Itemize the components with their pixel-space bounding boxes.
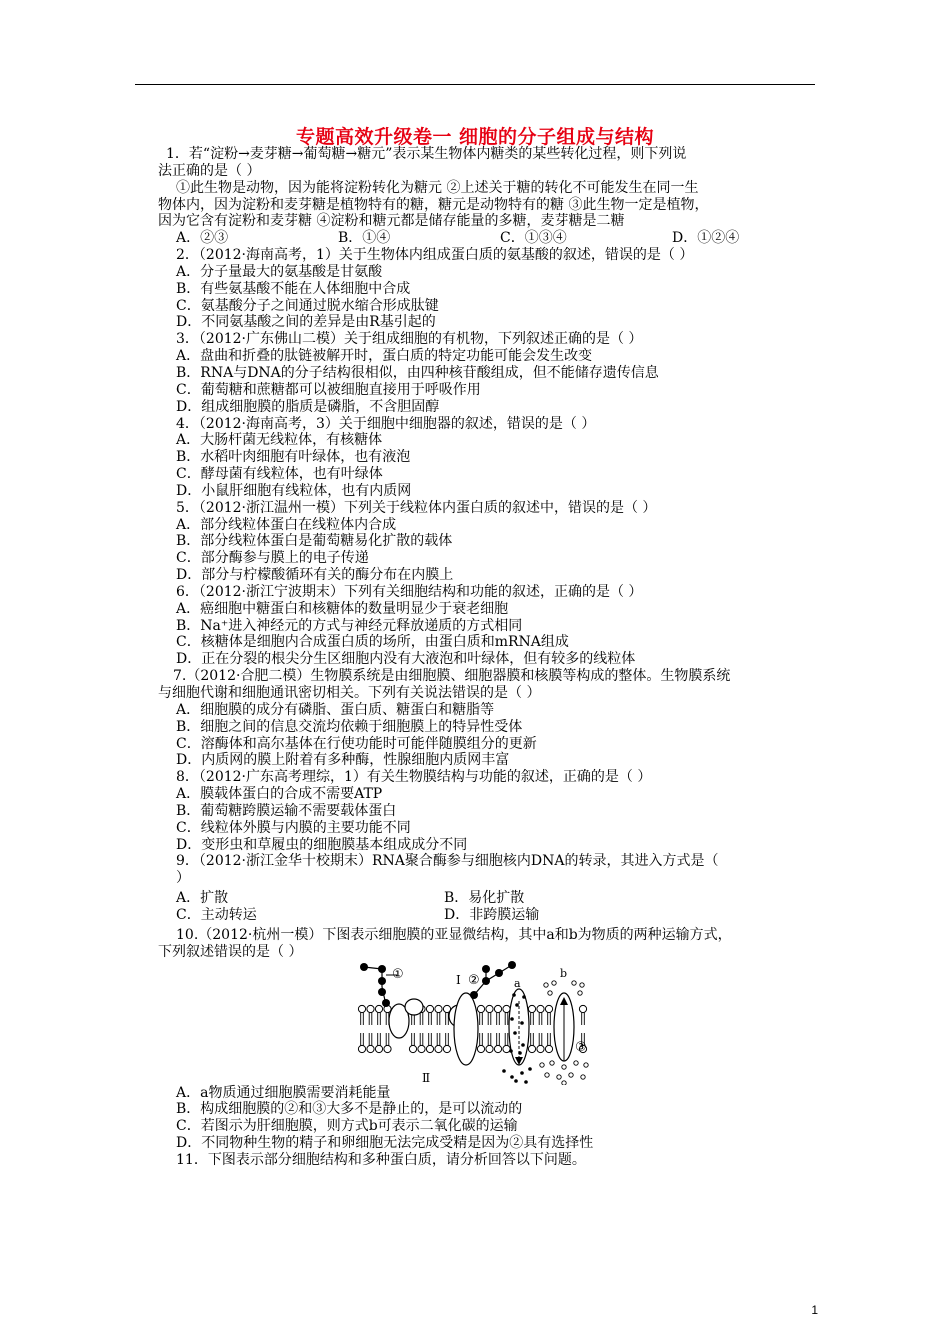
lipid-head (537, 1005, 544, 1012)
q9-options-row2 (166, 907, 826, 924)
q5-option-c: C．部分酶参与膜上的电子传递 (176, 550, 369, 567)
molecule-a (515, 1003, 519, 1007)
q2-option-b: B．有些氨基酸不能在人体细胞中合成 (176, 280, 411, 297)
q3-option-b: B．RNA与DNA的分子结构很相似，由四种核苷酸组成，但不能储存遗传信息 (176, 364, 659, 381)
molecule-a (510, 1017, 514, 1021)
q1-option-c: C．①③④ (500, 230, 567, 247)
molecule-b (544, 982, 548, 986)
document-body (158, 146, 826, 1169)
q6-option-c: C．核糖体是细胞内合成蛋白质的场所，由蛋白质和mRNA组成 (176, 634, 569, 651)
molecule-b (552, 980, 556, 984)
lipid-head (367, 1005, 374, 1012)
q10-stem-cont: 下列叙述错误的是（ ） (158, 943, 303, 960)
surface-protein (405, 999, 423, 1015)
molecule-b (584, 1062, 588, 1066)
q8-option-c: C．线粒体外膜与内膜的主要功能不同 (176, 819, 411, 836)
q4-stem: 4．（2012·海南高考，3）关于细胞中细胞器的叙述，错误的是（ ） (176, 415, 596, 432)
molecule-a (520, 1071, 524, 1075)
transmembrane-protein-2 (454, 993, 478, 1065)
lipid-head (375, 1045, 382, 1052)
lipid-head (503, 1045, 510, 1052)
lipid-head (426, 1045, 433, 1052)
q9-option-b: B．易化扩散 (444, 890, 525, 907)
molecule-a (512, 993, 516, 997)
q10-option-c: C．若图示为肝细胞膜，则方式b可表示二氧化碳的运输 (176, 1118, 518, 1135)
q1-statement: 物体内，因为淀粉和麦芽糖是植物特有的糖，糖元是动物特有的糖 ③此生物一定是植物， (158, 196, 709, 213)
q7-option-a: A．细胞膜的成分有磷脂、蛋白质、糖蛋白和糖脂等 (176, 701, 495, 718)
label-I: Ⅰ (456, 972, 461, 987)
molecule-b (569, 1072, 573, 1076)
molecule-b (540, 1062, 544, 1066)
q10-option-a: A．a物质通过细胞膜需要消耗能量 (176, 1084, 391, 1101)
label-b: b (560, 966, 568, 980)
q5-option-b: B．部分线粒体蛋白是葡萄糖易化扩散的载体 (176, 533, 453, 550)
lipid-head (435, 1045, 442, 1052)
lipid-head (503, 1005, 510, 1012)
molecule-b (580, 982, 584, 986)
q9-option-c: C．主动转运 (176, 906, 257, 923)
molecule-a (524, 1080, 528, 1084)
q6-stem: 6．（2012·浙江宁波期末）下列有关细胞结构和功能的叙述，正确的是（ ） (176, 583, 643, 600)
q2-stem: 2．（2012·海南高考，1）关于生物体内组成蛋白质的氨基酸的叙述，错误的是（ ） (176, 247, 694, 264)
molecule-a (510, 1075, 514, 1079)
lipid-head (528, 1005, 535, 1012)
label-a: a (514, 976, 521, 990)
lipid-head (443, 1045, 450, 1052)
q1-stem-cont: 法正确的是（ ） (158, 162, 261, 179)
q11-stem: 11．下图表示部分细胞结构和多种蛋白质，请分析回答以下问题。 (176, 1151, 586, 1168)
molecule-a (521, 1043, 525, 1047)
lipid-head (477, 1005, 484, 1012)
lipid-head (375, 1005, 382, 1012)
molecule-b (548, 990, 552, 994)
q1-statement: 因为它含有淀粉和麦芽糖 ④淀粉和糖元都是储存能量的多糖，麦芽糖是二糖 (158, 213, 625, 230)
lipid-head (486, 1005, 493, 1012)
q4-option-a: A．大肠杆菌无线粒体，有核糖体 (176, 432, 383, 449)
q10-stem: 10.（2012·杭州一模）下图表示细胞膜的亚显微结构，其中a和b为物质的两种运输方式， (176, 926, 732, 943)
lipid-head (545, 1005, 552, 1012)
q1-option-b: B．①④ (338, 230, 391, 247)
q3-stem: 3．（2012·广东佛山二模）关于组成细胞的有机物，下列叙述正确的是（ ） (176, 331, 643, 348)
q7-stem: 7.（2012·合肥二模）生物膜系统是由细胞膜、细胞器膜和核膜等构成的整体。生物膜系统 (173, 668, 731, 685)
q8-stem: 8．（2012·广东高考理综，1）有关生物膜结构与功能的叙述，正确的是（ ） (176, 769, 652, 786)
q6-option-a: A．癌细胞中糖蛋白和核糖体的数量明显少于衰老细胞 (176, 600, 509, 617)
q10-option-b: B．构成细胞膜的②和③大多不是静止的，是可以流动的 (176, 1101, 523, 1118)
q2-option-a: A．分子量最大的氨基酸是甘氨酸 (176, 263, 383, 280)
lipid-head (367, 1045, 374, 1052)
label-II: Ⅱ (422, 1070, 431, 1085)
page-title: 专题高效升级卷一 细胞的分子组成与结构 (295, 126, 655, 148)
q1-statement: ①此生物是动物，因为能将淀粉转化为糖元 ②上述关于糖的转化不可能发生在同一生 (176, 179, 699, 196)
lipid-head (409, 1045, 416, 1052)
lipid-head (494, 1005, 501, 1012)
lipid-head (494, 1045, 501, 1052)
q5-option-a: A．部分线粒体蛋白在线粒体内合成 (176, 516, 397, 533)
q5-stem: 5．（2012·浙江温州一模）下列关于线粒体内蛋白质的叙述中，错误的是（ ） (176, 499, 657, 516)
membrane-figure (166, 961, 826, 1085)
molecule-a (509, 1049, 513, 1053)
q4-option-b: B．水稻叶肉细胞有叶绿体，也有液泡 (176, 449, 411, 466)
lipid-head (477, 1045, 484, 1052)
molecule-b (562, 1080, 566, 1084)
molecule-b (581, 1074, 585, 1078)
q1-options (166, 230, 826, 247)
lipid-head (435, 1005, 442, 1012)
q4-option-d: D．小鼠肝细胞有线粒体，也有内质网 (176, 482, 412, 499)
q8-option-b: B．葡萄糖跨膜运输不需要载体蛋白 (176, 802, 397, 819)
q3-option-c: C．葡萄糖和蔗糖都可以被细胞直接用于呼吸作用 (176, 381, 481, 398)
q9-option-d: D．非跨膜运输 (444, 906, 540, 923)
lipid-head (384, 1045, 391, 1052)
molecule-a (502, 1069, 506, 1073)
label-3: ③ (575, 1039, 587, 1055)
q2-option-d: D．不同氨基酸之间的差异是由R基引起的 (176, 314, 436, 331)
page-number: 1 (811, 1303, 818, 1317)
q8-option-d: D．变形虫和草履虫的细胞膜基本组成成分不同 (176, 836, 468, 853)
molecule-a (514, 1079, 518, 1083)
q7-option-c: C．溶酶体和高尔基体在行使功能时可能伴随膜组分的更新 (176, 735, 537, 752)
q9-stem-cont: ） (176, 870, 190, 887)
q10-option-d: D．不同物种生物的精子和卵细胞无法完成受精是因为②具有选择性 (176, 1135, 594, 1152)
molecule-b (545, 1072, 549, 1076)
lipid-head (537, 1045, 544, 1052)
q3-option-d: D．组成细胞膜的脂质是磷脂，不含胆固醇 (176, 398, 440, 415)
lipid-head (358, 1045, 365, 1052)
q3-option-a: A．盘曲和折叠的肽链被解开时，蛋白质的特定功能可能会发生改变 (176, 348, 593, 365)
molecule-b (572, 980, 576, 984)
q1-option-a: A．②③ (176, 230, 229, 247)
q4-option-c: C．酵母菌有线粒体，也有叶绿体 (176, 466, 383, 483)
molecule-b (562, 1064, 566, 1068)
q6-option-d: D．正在分裂的根尖分生区细胞内没有大液泡和叶绿体，但有较多的线粒体 (176, 651, 636, 668)
cell-membrane-diagram (354, 961, 594, 1085)
molecule-b (578, 990, 582, 994)
molecule-b (557, 1074, 561, 1078)
q9-options-row1 (166, 890, 826, 907)
molecule-a (528, 1067, 532, 1071)
header-rule (135, 84, 815, 85)
molecule-b (550, 1060, 554, 1064)
lipid-head (418, 1045, 425, 1052)
q7-option-b: B．细胞之间的信息交流均依赖于细胞膜上的特异性受体 (176, 718, 523, 735)
q8-option-a: A．膜载体蛋白的合成不需要ATP (176, 786, 383, 803)
molecule-b (574, 1060, 578, 1064)
q7-stem-cont: 与细胞代谢和细胞通讯密切相关。下列有关说法错误的是（ ） (158, 685, 541, 701)
molecule-a (520, 1021, 524, 1025)
q1-stem: 1．若“淀粉→麦芽糖→葡萄糖→糖元”表示某生物体内糖类的某些转化过程，则下列说 (166, 146, 687, 162)
q9-option-a: A．扩散 (176, 890, 229, 907)
lipid-head (528, 1045, 535, 1052)
q5-option-d: D．部分与柠檬酸循环有关的酶分布在内膜上 (176, 567, 454, 584)
q9-stem: 9．（2012·浙江金华十校期末）RNA聚合酶参与细胞核内DNA的转录，其进入方式是（ (176, 853, 719, 870)
molecule-a (522, 995, 526, 999)
q2-option-c: C．氨基酸分子之间通过脱水缩合形成肽键 (176, 297, 439, 314)
q7-option-d: D．内质网的膜上附着有多种酶，性腺细胞内质网丰富 (176, 752, 510, 769)
lipid-head (486, 1045, 493, 1052)
lipid-head (426, 1005, 433, 1012)
lipid-head (579, 1005, 586, 1012)
q1-option-d: D．①②④ (672, 230, 740, 247)
molecule-a (513, 1031, 517, 1035)
label-2: ② (468, 972, 480, 988)
lipid-head (358, 1005, 365, 1012)
q6-option-b: B．Na⁺进入神经元的方式与神经元释放递质的方式相同 (176, 617, 523, 634)
label-1: ① (392, 966, 404, 982)
lipid-head (545, 1045, 552, 1052)
